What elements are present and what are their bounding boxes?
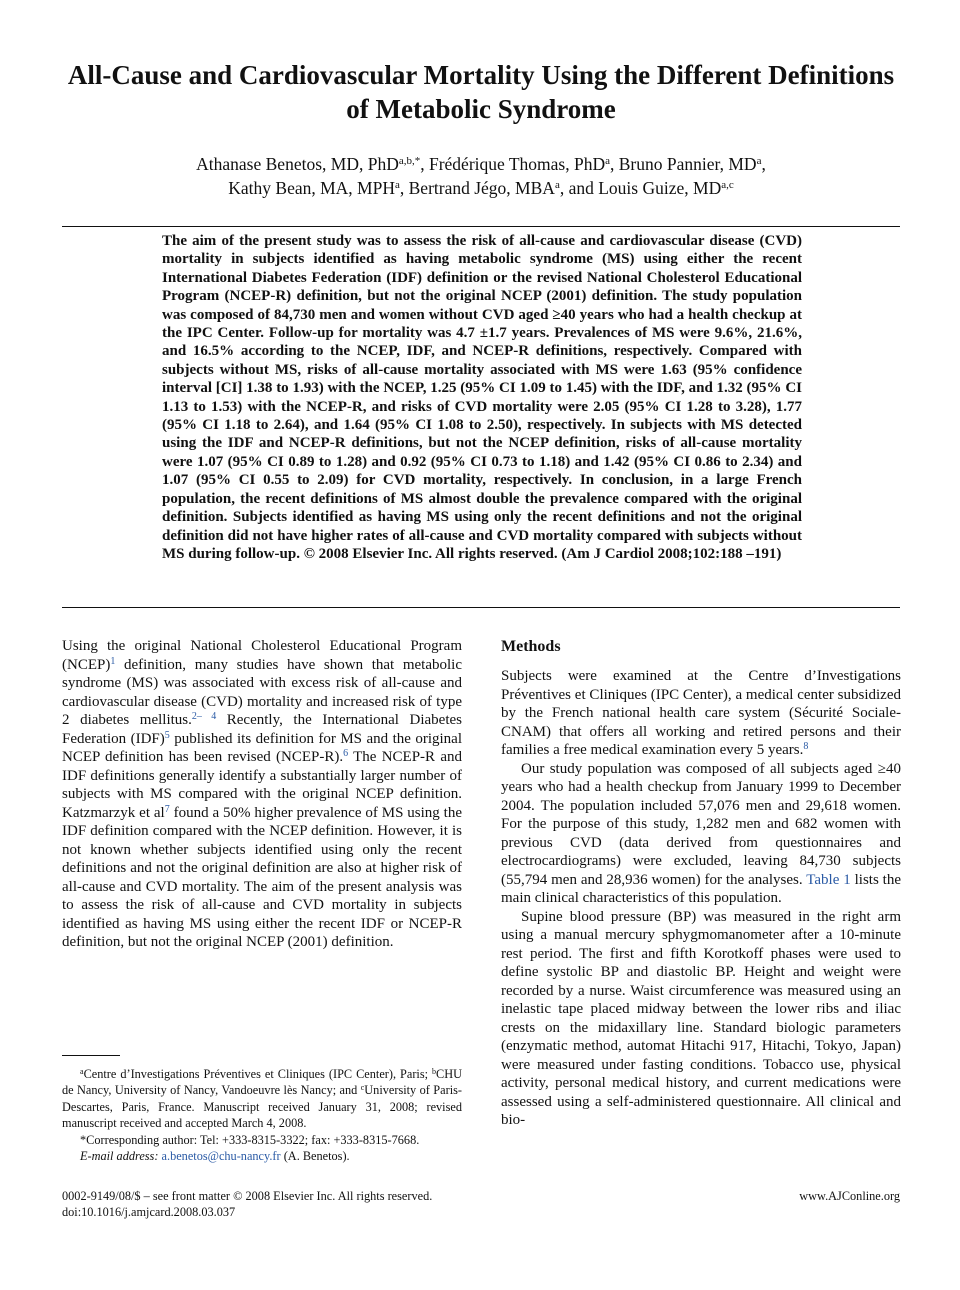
author-separator: , [420,154,429,174]
intro-text: definition, many studies have shown that metabolic syndrome (MS) was associated with excess risk of all-cause and cardiovascular disease (CVD) mortality and increased risk of type 2 diabetes mellitus. [62,656,462,728]
author-affiliation: a [394,179,400,191]
affiliation-footnote [62,1066,462,1132]
article-title: All-Cause and Cardiovascular Mortality Using the Different Definitions of Metabolic Syndrome [67,60,895,124]
author-affiliation: a [554,179,560,191]
author-separator: , and [559,178,599,198]
email-suffix: (A. Benetos). [280,1149,350,1164]
intro-text: Using the original National Cholesterol Educational Program (NCEP) [62,638,462,673]
left-column [62,637,462,952]
reference-link[interactable]: 7 [164,803,170,815]
methods-paragraph: Supine blood pressure (BP) was measured in the right arm using a manual mercury sphygmomanometer after a 10-minute rest period. The first and fifth Korotkoff phases were used to define systolic BP and diastolic BP. Height and weight were recorded by a nurse. Waist circumference was measured using an inelastic tape placed midway between the lower ribs and iliac crests on the midaxillary line. Standard biologic parameters (enzymatic method, automat Hitachi 917, Hitachi, Tokyo, Japan) were measured under fasting conditions. Tobacco use, physical activity, personal medical history, and current medications were assessed using a self-administered questionnaire. All clinical and bio- [501,908,901,1128]
author-separator: , [399,178,409,198]
author-affiliation: a,b,* [398,155,421,167]
author-name: Bruno Pannier, MD [618,154,757,174]
author-name: Bertrand Jégo, MBA [408,178,555,198]
author-affiliation: a [605,155,610,167]
author-name: Athanase Benetos, MD, PhD [196,154,399,174]
footnote-marker: c [360,1083,365,1093]
intro-paragraph [62,637,462,952]
issn-line: 0002-9149/08/$ – see front matter © 2008 Elsevier Inc. All rights reserved. [62,1189,433,1203]
email-footnote [62,1148,462,1164]
footnote-marker: b [432,1067,437,1076]
intro-text: found a 50% higher prevalence of MS using the IDF definition compared with the NCEP definition. However, it is not known whether subjects identified using only the recent definitions and not the original definition are also at higher risk of all-cause and CVD mortality. The aim of the present analysis was to assess the risk of all-cause and CVD mortality in subjects identified as having MS using either the recent IDF or NCEP-R definition, but not the original NCEP (2001) definition. [62,804,462,950]
journal-website: www.AJConline.org [799,1189,900,1203]
intro-text: Recently, the International Diabetes Federation (IDF) [62,712,463,747]
author-affiliation: a,c [721,179,734,191]
methods-text: Our study population was composed of all subjects aged ≥40 years who had a health checkup from January 1999 to December 2004. The population included 57,076 men and 29,618 women. For the purpose of this study, 1,282 men and 682 women with previous CVD (data derived from questionnaires and electrocardiograms) were excluded, leaving 84,730 subjects (55,794 men and 28,936 women) for the analyses. [501,760,901,888]
reference-link[interactable]: 2– 4 [191,711,217,722]
reference-link[interactable]: 5 [164,729,170,741]
right-column [501,637,901,1130]
methods-paragraph [501,667,901,760]
abstract-bottom-rule [62,607,900,608]
email-link[interactable]: a.benetos@chu-nancy.fr [161,1149,281,1164]
email-label: E-mail address: [80,1149,159,1164]
footnote-text: University of Paris-Descartes, Paris, France. Manuscript received January 31, 2008; revised manuscript received and accepted March 4, 2008. [62,1083,462,1131]
author-separator: , [761,154,766,174]
corresponding-author-footnote: *Corresponding author: Tel: +333-8315-3322; fax: +333-8315-7668. [80,1132,420,1147]
footer-left [62,1188,432,1221]
footnote-text: Centre d’Investigations Préventives et Cliniques (IPC Center), Paris; [83,1067,433,1081]
methods-paragraph [501,760,901,908]
abstract: The aim of the present study was to assess the risk of all-cause and cardiovascular disease (CVD) mortality in subjects identified as having metabolic syndrome (MS) using either the recent International Diabetes Federation (IDF) definition or the revised National Cholesterol Educational Program (NCEP-R) definition, but not the original NCEP (2001) definition. The study population was composed of 84,730 men and women without CVD aged ≥40 years who had a health checkup at the IPC Center. Follow-up for mortality was 4.7 ±1.7 years. Prevalences of MS were 9.6%, 21.6%, and 16.5% according to the NCEP, IDF, and NCEP-R definitions, respectively. Compared with subjects without MS, risks of all-cause mortality associated with MS were 1.63 (95% confidence interval [CI] 1.38 to 1.93) with the NCEP, 1.25 (95% CI 1.09 to 1.45) with the IDF, and 1.32 (95% CI 1.13 to 1.53) with the NCEP-R, and risks of CVD mortality were 2.05 (95% CI 1.28 to 3.28), 1.77 (95% CI 1.18 to 2.64), and 1.64 (95% CI 1.08 to 2.50), respectively. In subjects with MS detected using the IDF and NCEP-R definitions, but not the NCEP definition, risks of all-cause mortality were 1.07 (95% CI 0.89 to 1.28) and 0.92 (95% CI 0.73 to 1.18) and 1.42 (95% CI 0.86 to 2.34) and 1.07 (95% CI 0.55 to 2.09) for CVD mortality, respectively. In conclusion, in a large French population, the recent definitions of MS almost double the prevalence compared with the original definition. Subjects identified as having MS using only the recent definitions and not the original definition did not have higher rates of all-cause and CVD mortality compared with subjects without MS during follow-up. © 2008 Elsevier Inc. All rights reserved. (Am J Cardiol 2008;102:188 –191) [162,233,802,562]
author-name: Louis Guize, MD [598,178,722,198]
intro-text: The NCEP-R and IDF definitions generally identify a substantially larger number of subjects with MS compared with the original NCEP definition. Katzmarzyk et al [62,749,462,821]
author-line-1 [62,152,900,176]
footnotes [62,1066,462,1164]
reference-link[interactable]: 8 [803,741,809,752]
methods-text: lists the main clinical characteristics of this population. [501,871,901,906]
author-affiliation: a [756,155,762,167]
author-name: Kathy Bean, MA, MPH [228,178,395,198]
reference-link[interactable]: 1 [110,655,116,667]
footnote-marker: a [80,1067,84,1076]
table-link[interactable]: Table 1 [806,871,851,888]
methods-heading: Methods [501,638,561,655]
intro-text: published its definition for MS and the original NCEP definition has been revised (NCEP-R). [62,730,462,765]
reference-link[interactable]: 6 [343,748,349,759]
author-name: Frédérique Thomas, PhD [428,154,606,174]
author-list [62,152,900,200]
footnote-rule [62,1055,120,1056]
author-line-2 [62,176,900,200]
abstract-top-rule [62,226,900,227]
footnote-text: CHU de Nancy, University of Nancy, Vandoeuvre lès Nancy; and [62,1067,462,1098]
methods-text: Subjects were examined at the Centre d’Investigations Préventives et Cliniques (IPC Center), a medical center subsidized by the French national health care system (Sécurité Sociale-CNAM) that offers all working and retired persons and their families a free medical examination every 5 years. [501,668,901,758]
author-separator: , [609,154,619,174]
doi-line: doi:10.1016/j.amjcard.2008.03.037 [62,1205,236,1220]
